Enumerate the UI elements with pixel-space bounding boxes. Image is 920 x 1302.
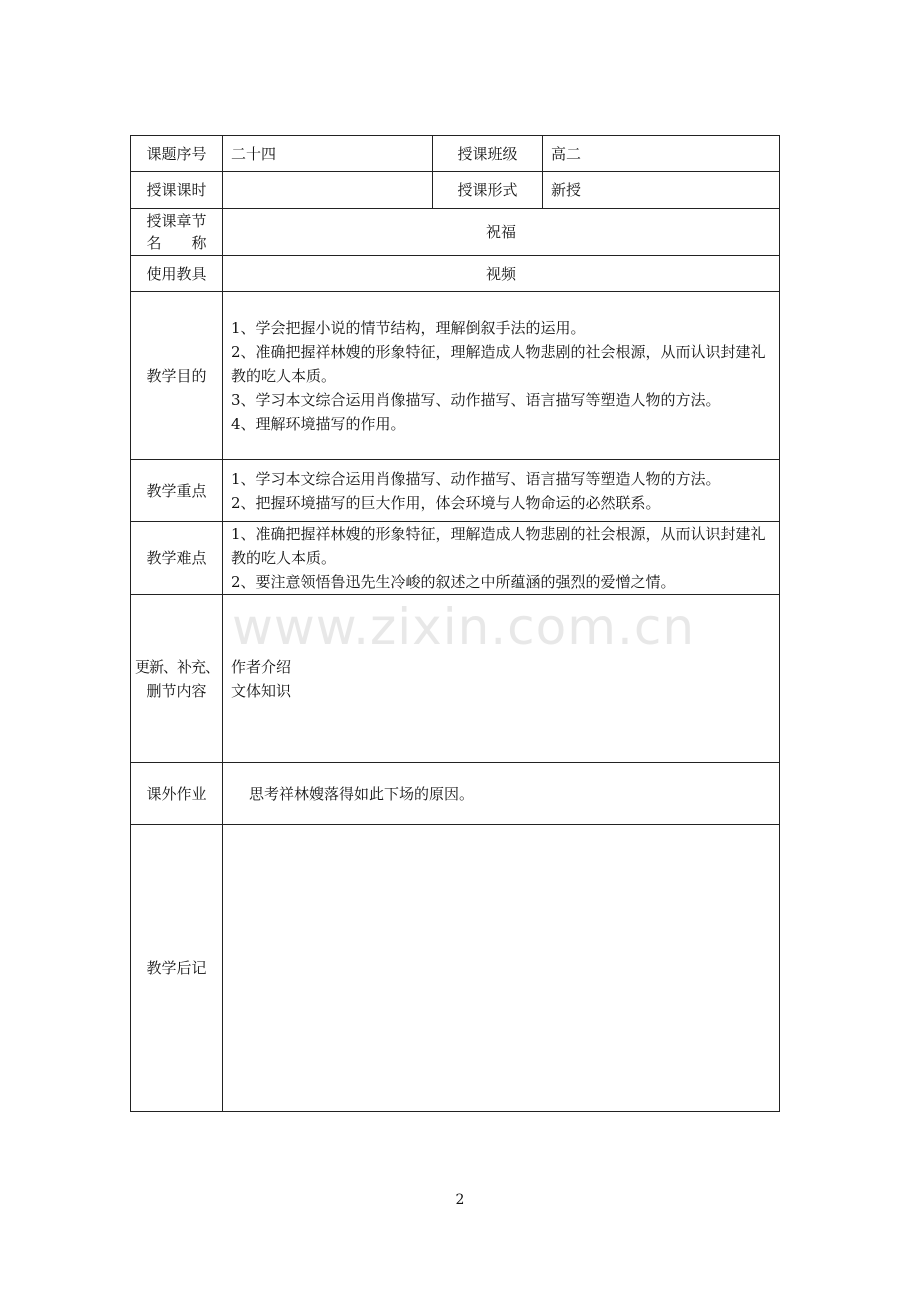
- goal-item-2: 2、准确把握祥林嫂的形象特征，理解造成人物悲剧的社会根源，从而认识封建礼教的吃人本质。: [231, 342, 766, 385]
- chapter-label-line1: 授课章节: [146, 212, 207, 230]
- goal-item-3: 3、学习本文综合运用肖像描写、动作描写、语言描写等塑造人物的方法。: [231, 390, 721, 409]
- goal-item-4: 4、理解环境描写的作用。: [231, 414, 406, 433]
- lesson-no-value: 二十四: [223, 136, 433, 172]
- chapter-label-line2: 名 称: [146, 234, 207, 252]
- update-item-2: 文体知识: [231, 681, 292, 700]
- difficulty-label: 教学难点: [131, 522, 223, 595]
- lesson-no-label: 课题序号: [131, 136, 223, 172]
- row-goals: [131, 292, 780, 460]
- update-item-1: 作者介绍: [231, 657, 292, 676]
- row-chapter: [131, 209, 780, 256]
- focus-item-2: 2、把握环境描写的巨大作用，体会环境与人物命运的必然联系。: [231, 493, 661, 512]
- row-tools: [131, 256, 780, 292]
- chapter-value: 祝福: [223, 209, 780, 256]
- difficulty-item-1: 1、准确把握祥林嫂的形象特征，理解造成人物悲剧的社会根源，从而认识封建礼教的吃人本质。: [231, 525, 766, 567]
- lesson-plan-table: [130, 135, 780, 1112]
- watermark: www.zixin.com.cn: [232, 598, 696, 656]
- row-updates: [131, 595, 780, 763]
- format-label: 授课形式: [433, 172, 543, 209]
- tools-value: 视频: [223, 256, 780, 292]
- reflection-value: [223, 825, 780, 1112]
- chapter-label: [131, 209, 223, 256]
- class-value: 高二: [543, 136, 780, 172]
- focus-item-1: 1、学习本文综合运用肖像描写、动作描写、语言描写等塑造人物的方法。: [231, 469, 721, 488]
- hours-value: [223, 172, 433, 209]
- row-difficulty: [131, 522, 780, 595]
- updates-label: [131, 595, 223, 763]
- row-hours: [131, 172, 780, 209]
- row-focus: [131, 460, 780, 522]
- class-label: 授课班级: [433, 136, 543, 172]
- goal-item-1: 1、学会把握小说的情节结构，理解倒叙手法的运用。: [231, 318, 586, 337]
- goals-list: [223, 292, 780, 460]
- reflection-label: 教学后记: [131, 825, 223, 1112]
- updates-label-line2: 删节内容: [146, 681, 207, 700]
- updates-list: [223, 595, 780, 763]
- homework-label: 课外作业: [131, 763, 223, 825]
- difficulty-list: [223, 522, 780, 595]
- hours-label: 授课课时: [131, 172, 223, 209]
- goals-label: 教学目的: [131, 292, 223, 460]
- focus-label: 教学重点: [131, 460, 223, 522]
- tools-label: 使用教具: [131, 256, 223, 292]
- row-reflection: [131, 825, 780, 1112]
- row-homework: [131, 763, 780, 825]
- format-value: 新授: [543, 172, 780, 209]
- page-number: 2: [455, 1192, 465, 1208]
- homework-value: 思考祥林嫂落得如此下场的原因。: [223, 763, 780, 825]
- difficulty-item-2: 2、要注意领悟鲁迅先生冷峻的叙述之中所蕴涵的强烈的爱憎之情。: [231, 573, 676, 591]
- focus-list: [223, 460, 780, 522]
- row-lesson-no: [131, 136, 780, 172]
- updates-label-line1: 更新、补充、: [135, 657, 220, 676]
